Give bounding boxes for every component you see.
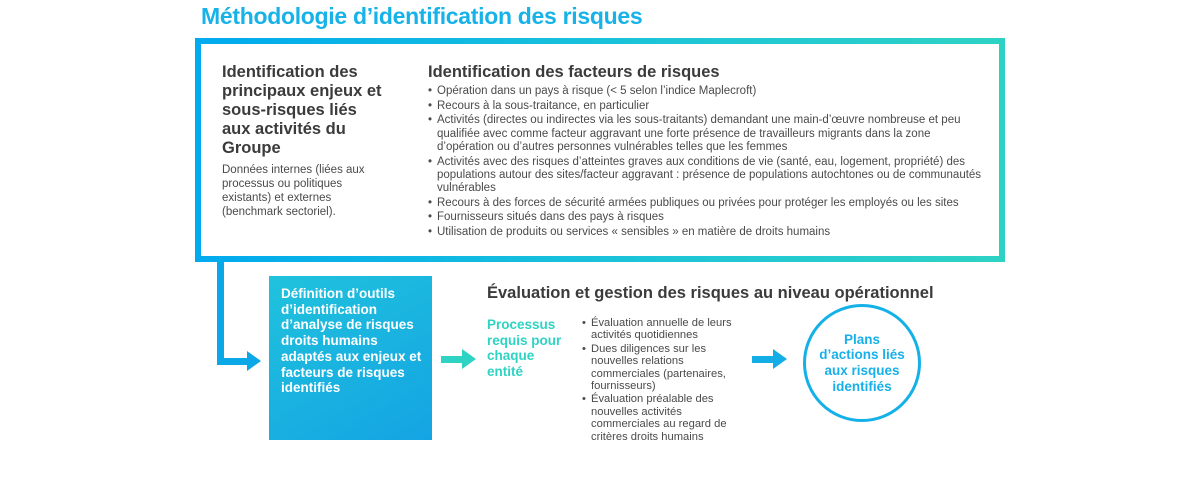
main-issues-description: Données internes (liées aux processus ou politiques existants) et externes (benchmark sectoriel). bbox=[222, 164, 365, 218]
arrow-right-icon bbox=[247, 351, 261, 371]
evaluation-item: • Évaluation préalable des nouvelles activités commerciales au regard de critères droits humains bbox=[582, 393, 752, 443]
risk-factor-item: • Recours à des forces de sécurité armées publiques ou privées pour protéger les employés ou les sites bbox=[428, 197, 988, 210]
risk-factors-list bbox=[428, 85, 988, 241]
connector-line-horizontal bbox=[217, 358, 249, 365]
evaluation-heading: Évaluation et gestion des risques au niveau opérationnel bbox=[487, 284, 934, 302]
action-plans-label: Plans d’actions liés aux risques identifiés bbox=[819, 331, 905, 394]
arrow-right-icon bbox=[462, 349, 476, 369]
risk-factor-item: • Opération dans un pays à risque (< 5 selon l’indice Maplecroft) bbox=[428, 85, 988, 98]
evaluation-item: • Évaluation annuelle de leurs activités quotidiennes bbox=[582, 317, 752, 342]
connector-line-vertical bbox=[217, 262, 224, 365]
risk-identification-frame bbox=[195, 38, 1005, 262]
risk-factor-item: • Activités (directes ou indirectes via les sous-traitants) demandant une main-d’œuvre nombreuse et peu qualifiée avec comme facteur aggravant une forte présence de travailleurs migrants dans la zone d’opération ou d’autres personnes vulnérables telles que les femmes bbox=[428, 114, 988, 154]
process-label: Processus requis pour chaque entité bbox=[487, 317, 562, 380]
risk-factors-heading: Identification des facteurs de risques bbox=[428, 63, 720, 81]
evaluation-list bbox=[582, 317, 752, 444]
risk-factor-item: • Fournisseurs situés dans des pays à risques bbox=[428, 211, 988, 224]
risk-identification-panel bbox=[201, 44, 999, 256]
arrow-right-icon-shaft bbox=[441, 356, 463, 363]
arrow-right-icon bbox=[773, 349, 787, 369]
main-issues-heading: Identification des principaux enjeux et sous-risques liés aux activités du Groupe bbox=[222, 63, 382, 157]
risk-factor-item: • Recours à la sous-traitance, en particulier bbox=[428, 100, 988, 113]
tools-definition-box: Définition d’outils d’identification d’analyse de risques droits humains adaptés aux enjeux et facteurs de risques identifiés bbox=[269, 276, 432, 440]
risk-factor-item: • Utilisation de produits ou services « sensibles » en matière de droits humains bbox=[428, 226, 988, 239]
action-plans-circle bbox=[803, 304, 921, 422]
evaluation-item: • Dues diligences sur les nouvelles relations commerciales (partenaires, fournisseurs) bbox=[582, 343, 752, 393]
arrow-right-icon-shaft bbox=[752, 356, 774, 363]
page-title: Méthodologie d’identification des risques bbox=[201, 3, 643, 29]
risk-factor-item: • Activités avec des risques d’atteintes graves aux conditions de vie (santé, eau, logement, propriété) des populations autour des sites/facteur aggravant : présence de populations autochtones ou de communautés vulnérables bbox=[428, 156, 988, 196]
